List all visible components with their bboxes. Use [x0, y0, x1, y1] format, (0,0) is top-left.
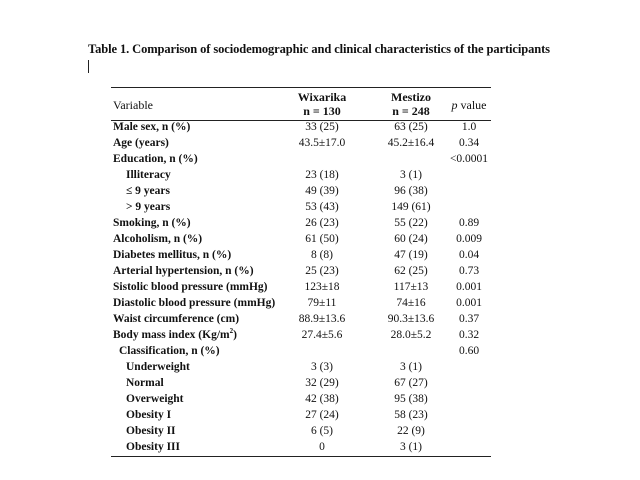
row-label	[113, 311, 239, 327]
cell-wixarika: 8 (8)	[310, 249, 334, 261]
table-row	[0, 423, 640, 439]
header-p-value	[439, 98, 499, 112]
header-group-wixarika	[277, 90, 367, 118]
cell-mestizo: 62 (25)	[394, 265, 428, 277]
table-row	[0, 215, 640, 231]
header-group-wixarika-n: n = 130	[303, 104, 341, 118]
row-label	[126, 375, 164, 391]
header-group-mestizo-n: n = 248	[392, 104, 430, 118]
row-label-text: Sistolic blood pressure (mmHg)	[113, 281, 268, 293]
cell-p-value: 0.34	[458, 137, 480, 149]
cell-wixarika: 6 (5)	[310, 425, 334, 437]
cell-wixarika: 33 (25)	[305, 121, 339, 133]
table-row	[0, 231, 640, 247]
cell-wixarika: 0	[319, 441, 325, 453]
cell-mestizo: 90.3±13.6	[387, 313, 435, 325]
row-label-text: Alcoholism, n (%)	[113, 233, 203, 245]
cell-mestizo: 3 (1)	[399, 169, 423, 181]
row-label-text: Diabetes mellitus, n (%)	[113, 249, 232, 261]
row-label	[126, 199, 170, 215]
table-row	[0, 279, 640, 295]
table-row	[0, 359, 640, 375]
cell-mestizo: 28.0±5.2	[390, 329, 432, 341]
row-label	[113, 135, 169, 151]
table-row	[0, 151, 640, 167]
cell-mestizo: 3 (1)	[399, 361, 423, 373]
row-label	[126, 167, 171, 183]
cell-mestizo: 22 (9)	[397, 425, 425, 437]
cell-p-value: 0.04	[458, 249, 480, 261]
row-label	[113, 295, 275, 311]
cell-mestizo: 55 (22)	[394, 217, 428, 229]
cell-mestizo: 3 (1)	[399, 441, 423, 453]
cell-p-value: 0.001	[456, 297, 482, 309]
table-row	[0, 311, 640, 327]
row-label	[113, 263, 254, 279]
table-row	[0, 439, 640, 455]
row-label	[126, 359, 190, 375]
cell-mestizo: 63 (25)	[394, 121, 428, 133]
cell-mestizo: 149 (61)	[391, 201, 431, 213]
row-label	[126, 407, 171, 423]
row-label	[113, 215, 191, 231]
row-label-text: Male sex, n (%)	[113, 121, 191, 133]
table-row	[0, 295, 640, 311]
row-label-text: > 9 years	[126, 201, 171, 213]
cell-wixarika: 42 (38)	[305, 393, 339, 405]
row-label	[113, 247, 231, 263]
row-label-text: Illiteracy	[126, 169, 171, 181]
cell-p-value: <0.0001	[449, 153, 489, 165]
row-label	[126, 439, 180, 455]
table-row	[0, 183, 640, 199]
table-row	[0, 407, 640, 423]
cell-p-value: 0.32	[458, 329, 480, 341]
cell-p-value: 0.60	[458, 345, 480, 357]
cell-mestizo: 60 (24)	[394, 233, 428, 245]
row-label	[126, 423, 176, 439]
row-label-text: Underweight	[126, 361, 190, 373]
row-label	[113, 279, 268, 295]
table-top-rule	[111, 87, 491, 88]
cell-wixarika: 43.5±17.0	[298, 137, 346, 149]
cell-wixarika: 27 (24)	[305, 409, 339, 421]
cell-p-value: 0.37	[458, 313, 480, 325]
row-label-text: Waist circumference (cm)	[113, 313, 240, 325]
cell-p-value: 0.009	[456, 233, 482, 245]
row-label-text: Classification, n (%)	[119, 345, 220, 357]
row-label-text: Body mass index (Kg/m	[113, 329, 230, 341]
cell-mestizo: 96 (38)	[394, 185, 428, 197]
row-label-text: Age (years)	[113, 137, 169, 149]
text-cursor	[88, 60, 89, 73]
cell-p-value: 0.001	[456, 281, 482, 293]
table-row	[0, 135, 640, 151]
cell-p-value: 0.73	[458, 265, 480, 277]
table-row	[0, 343, 640, 359]
row-label	[119, 343, 220, 359]
cell-wixarika: 79±11	[307, 297, 337, 309]
row-label-text: Education, n (%)	[113, 153, 198, 165]
table-row	[0, 167, 640, 183]
row-label-text: Obesity III	[126, 441, 180, 453]
cell-mestizo: 95 (38)	[394, 393, 428, 405]
table-bottom-rule	[111, 456, 491, 457]
table-row	[0, 199, 640, 215]
row-label-text: Overweight	[126, 393, 184, 405]
row-label-text: Diastolic blood pressure (mmHg)	[113, 297, 276, 309]
row-label	[113, 151, 198, 167]
cell-wixarika: 3 (3)	[310, 361, 334, 373]
cell-wixarika: 26 (23)	[305, 217, 339, 229]
row-label-superscript: 2	[229, 327, 234, 336]
header-group-wixarika-name: Wixarika	[297, 90, 347, 104]
cell-mestizo: 74±16	[396, 297, 426, 309]
row-label	[126, 391, 183, 407]
row-label-text: Smoking, n (%)	[113, 217, 191, 229]
row-label-tail: )	[233, 329, 237, 341]
cell-p-value: 1.0	[461, 121, 477, 133]
cell-mestizo: 117±13	[393, 281, 429, 293]
row-label	[113, 119, 190, 135]
row-label	[113, 231, 202, 247]
table-row	[0, 391, 640, 407]
row-label-text: Obesity I	[126, 409, 172, 421]
row-label	[126, 183, 170, 199]
cell-wixarika: 123±18	[304, 281, 340, 293]
table-row	[0, 119, 640, 135]
cell-wixarika: 25 (23)	[305, 265, 339, 277]
row-label-text: ≤ 9 years	[126, 185, 170, 197]
cell-wixarika: 53 (43)	[305, 201, 339, 213]
table-row	[0, 247, 640, 263]
cell-wixarika: 23 (18)	[305, 169, 339, 181]
table-row	[0, 375, 640, 391]
cell-mestizo: 47 (19)	[394, 249, 428, 261]
row-label-text: Arterial hypertension, n (%)	[113, 265, 254, 277]
cell-mestizo: 67 (27)	[394, 377, 428, 389]
row-label	[113, 327, 237, 343]
table-row	[0, 263, 640, 279]
cell-wixarika: 27.4±5.6	[301, 329, 343, 341]
header-group-mestizo-name: Mestizo	[391, 90, 431, 104]
cell-mestizo: 45.2±16.4	[387, 137, 435, 149]
cell-wixarika: 88.9±13.6	[298, 313, 346, 325]
cell-p-value: 0.89	[458, 217, 480, 229]
cell-wixarika: 49 (39)	[305, 185, 339, 197]
header-variable: Variable	[113, 98, 153, 112]
header-p-rest: value	[457, 98, 487, 112]
header-p-italic: p	[451, 98, 458, 112]
row-label-text: Obesity II	[126, 425, 176, 437]
cell-mestizo: 58 (23)	[394, 409, 428, 421]
table-row	[0, 327, 640, 343]
row-label-text: Normal	[126, 377, 164, 389]
cell-wixarika: 32 (29)	[305, 377, 339, 389]
cell-wixarika: 61 (50)	[305, 233, 339, 245]
table-caption: Table 1. Comparison of sociodemographic and clinical characteristics of the participants	[88, 42, 550, 56]
